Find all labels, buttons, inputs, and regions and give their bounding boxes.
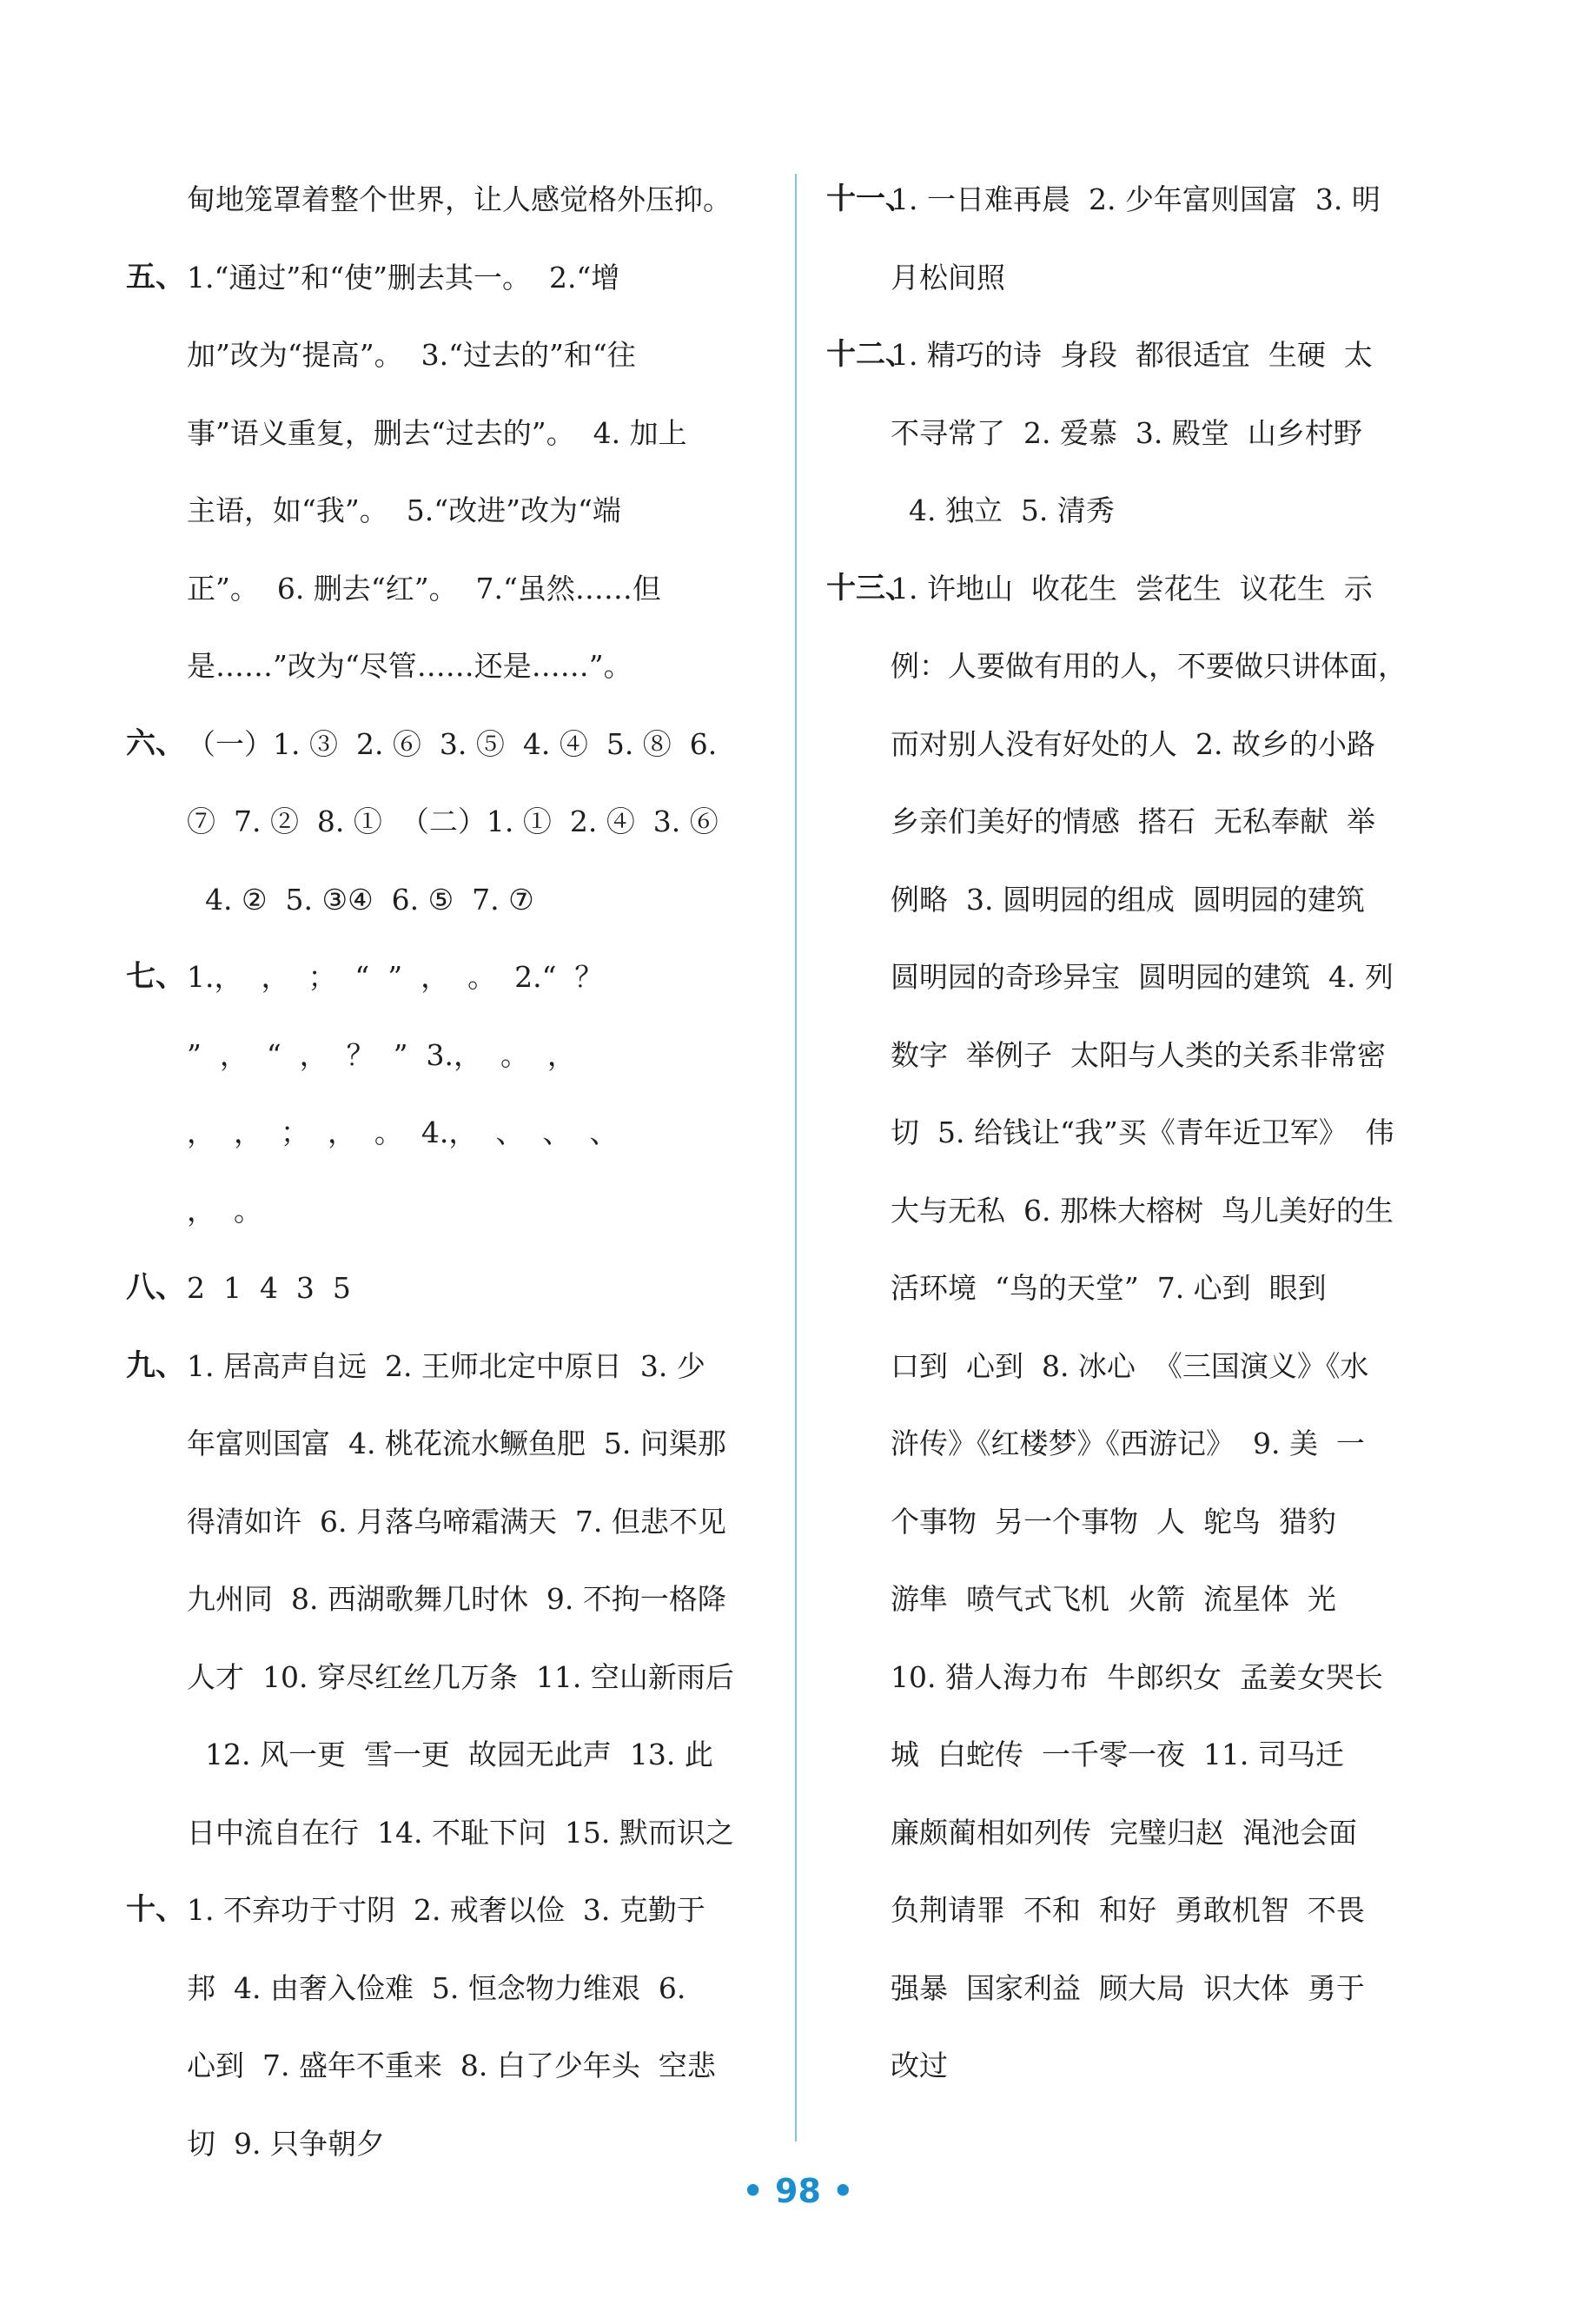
answer-line: 个事物 另一个事物 人 鸵鸟 猎豹: [891, 1504, 1336, 1539]
answer-line: 数字 举例子 太阳与人类的关系非常密: [891, 1037, 1386, 1072]
answer-line: 1.“通过”和“使”删去其一。 2.“增: [187, 260, 620, 295]
answer-line: ， 。: [187, 1193, 262, 1228]
answer-line: 游隼 喷气式飞机 火箭 流星体 光: [891, 1582, 1336, 1616]
answer-line: ， ， ； ， 。 4.， 、 、 、: [187, 1115, 619, 1149]
answer-line: 切 9. 只争朝夕: [187, 2126, 385, 2161]
answer-line: 正”。 6. 删去“红”。 7.“虽然……但: [187, 571, 661, 606]
answer-line: 得清如许 6. 月落乌啼霜满天 7. 但悲不见: [187, 1504, 726, 1539]
answer-line: 甸地笼罩着整个世界，让人感觉格外压抑。: [187, 182, 732, 216]
answer-line: 廉颇蔺相如列传 完璧归赵 渑池会面: [891, 1815, 1357, 1850]
question-number: 十三、: [826, 570, 915, 606]
answer-line: 例略 3. 圆明园的组成 圆明园的建筑: [891, 882, 1365, 917]
answer-line: 而对别人没有好处的人 2. 故乡的小路: [891, 726, 1375, 761]
answer-line: 是……”改为“尽管……还是……”。: [187, 649, 632, 683]
question-number: 八、: [126, 1270, 185, 1305]
answer-line: 活环境 “鸟的天堂” 7. 心到 眼到: [891, 1271, 1327, 1305]
right-column: [826, 161, 1473, 2105]
answer-line: 日中流自在行 14. 不耻下问 15. 默而识之: [187, 1815, 734, 1850]
answer-line: 4. 独立 5. 清秀: [891, 493, 1115, 527]
answer-line: 圆明园的奇珍异宝 圆明园的建筑 4. 列: [891, 960, 1394, 994]
answer-line: 心到 7. 盛年不重来 8. 白了少年头 空悲: [187, 2049, 716, 2082]
answer-line: 邦 4. 由奢入俭难 5. 恒念物力维艰 6.: [187, 1970, 686, 2005]
answer-line: 浒传》《红楼梦》《西游记》 9. 美 一: [891, 1427, 1365, 1460]
answer-line: 大与无私 6. 那株大榕树 鸟儿美好的生: [891, 1193, 1394, 1228]
answer-line: 2 1 4 3 5: [187, 1271, 351, 1305]
answer-line: 1. 精巧的诗 身段 都很适宜 生硬 太: [891, 338, 1373, 372]
answer-line: 例：人要做有用的人，不要做只讲体面，: [891, 649, 1407, 683]
answer-line: 人才 10. 穿尽红丝几万条 11. 空山新雨后: [187, 1659, 734, 1694]
answer-line: 口到 心到 8. 冰心 《三国演义》《水: [891, 1348, 1369, 1383]
answer-line: 1. 许地山 收花生 尝花生 议花生 示: [891, 571, 1373, 606]
answer-block-13: [826, 550, 1473, 2105]
answer-block-7: [126, 938, 769, 1249]
answer-line: 年富则国富 4. 桃花流水鳜鱼肥 5. 问渠那: [187, 1427, 726, 1460]
answer-line: 城 白蛇传 一千零一夜 11. 司马迁: [891, 1738, 1344, 1771]
answer-line: 1. 一日难再晨 2. 少年富则国富 3. 明: [891, 182, 1381, 216]
column-divider: [795, 174, 797, 2141]
answer-block-9: [126, 1327, 769, 1872]
answer-line: 事”语义重复，删去“过去的”。 4. 加上: [187, 415, 687, 450]
answer-block-11: [826, 161, 1473, 316]
answer-line: （一）1. ③ 2. ⑥ 3. ⑤ 4. ④ 5. ⑧ 6.: [187, 726, 718, 761]
answer-block-8: [126, 1249, 769, 1327]
answer-line: 1.， ， ； “ ” ， 。 2.“ ？: [187, 960, 604, 994]
page-number-value: 98: [775, 2172, 821, 2210]
answer-line: 切 5. 给钱让“我”买《青年近卫军》 伟: [891, 1115, 1394, 1149]
answer-line: 1. 居高声自远 2. 王师北定中原日 3. 少: [187, 1348, 705, 1383]
answer-line: 改过: [891, 2049, 948, 2082]
answer-line: ” ， “ ， ？ ” 3.， 。 ，: [187, 1037, 576, 1072]
question-number: 九、: [126, 1347, 185, 1383]
answer-line: 乡亲们美好的情感 搭石 无私奉献 举: [891, 804, 1375, 838]
answer-line: 负荆请罪 不和 和好 勇敢机智 不畏: [891, 1893, 1365, 1927]
answer-line: 1. 不弃功于寸阴 2. 戒奢以俭 3. 克勤于: [187, 1893, 705, 1927]
answer-line: ⑦ 7. ② 8. ① （二）1. ① 2. ④ 3. ⑥: [187, 804, 719, 838]
answer-block-12: [826, 316, 1473, 550]
answer-line: 九州同 8. 西湖歌舞几时休 9. 不拘一格降: [187, 1582, 726, 1616]
question-number: 十、: [126, 1892, 185, 1927]
answer-block-6: [126, 705, 769, 939]
answer-line: 主语，如“我”。 5.“改进”改为“端: [187, 493, 621, 527]
answer-block-10: [126, 1871, 769, 2182]
left-column: [126, 161, 769, 2182]
page-number: • 98 •: [742, 2172, 854, 2210]
answer-line: 10. 猎人海力布 牛郎织女 孟姜女哭长: [891, 1659, 1383, 1694]
question-number: 六、: [126, 725, 185, 761]
answer-line: 加”改为“提高”。 3.“过去的”和“往: [187, 338, 636, 372]
answer-line: 12. 风一更 雪一更 故园无此声 13. 此: [187, 1738, 713, 1771]
answer-block-5: [126, 239, 769, 705]
answer-line: 4. ② 5. ③④ 6. ⑤ 7. ⑦: [187, 882, 534, 917]
answer-line: 强暴 国家利益 顾大局 识大体 勇于: [891, 1970, 1365, 2005]
answer-line: 月松间照: [891, 260, 1005, 295]
question-number: 十一、: [826, 182, 915, 216]
answer-line: 不寻常了 2. 爱慕 3. 殿堂 山乡村野: [891, 415, 1362, 450]
question-number: 十二、: [826, 337, 915, 372]
question-number: 五、: [126, 259, 185, 295]
answer-block: [126, 161, 769, 239]
question-number: 七、: [126, 959, 185, 994]
